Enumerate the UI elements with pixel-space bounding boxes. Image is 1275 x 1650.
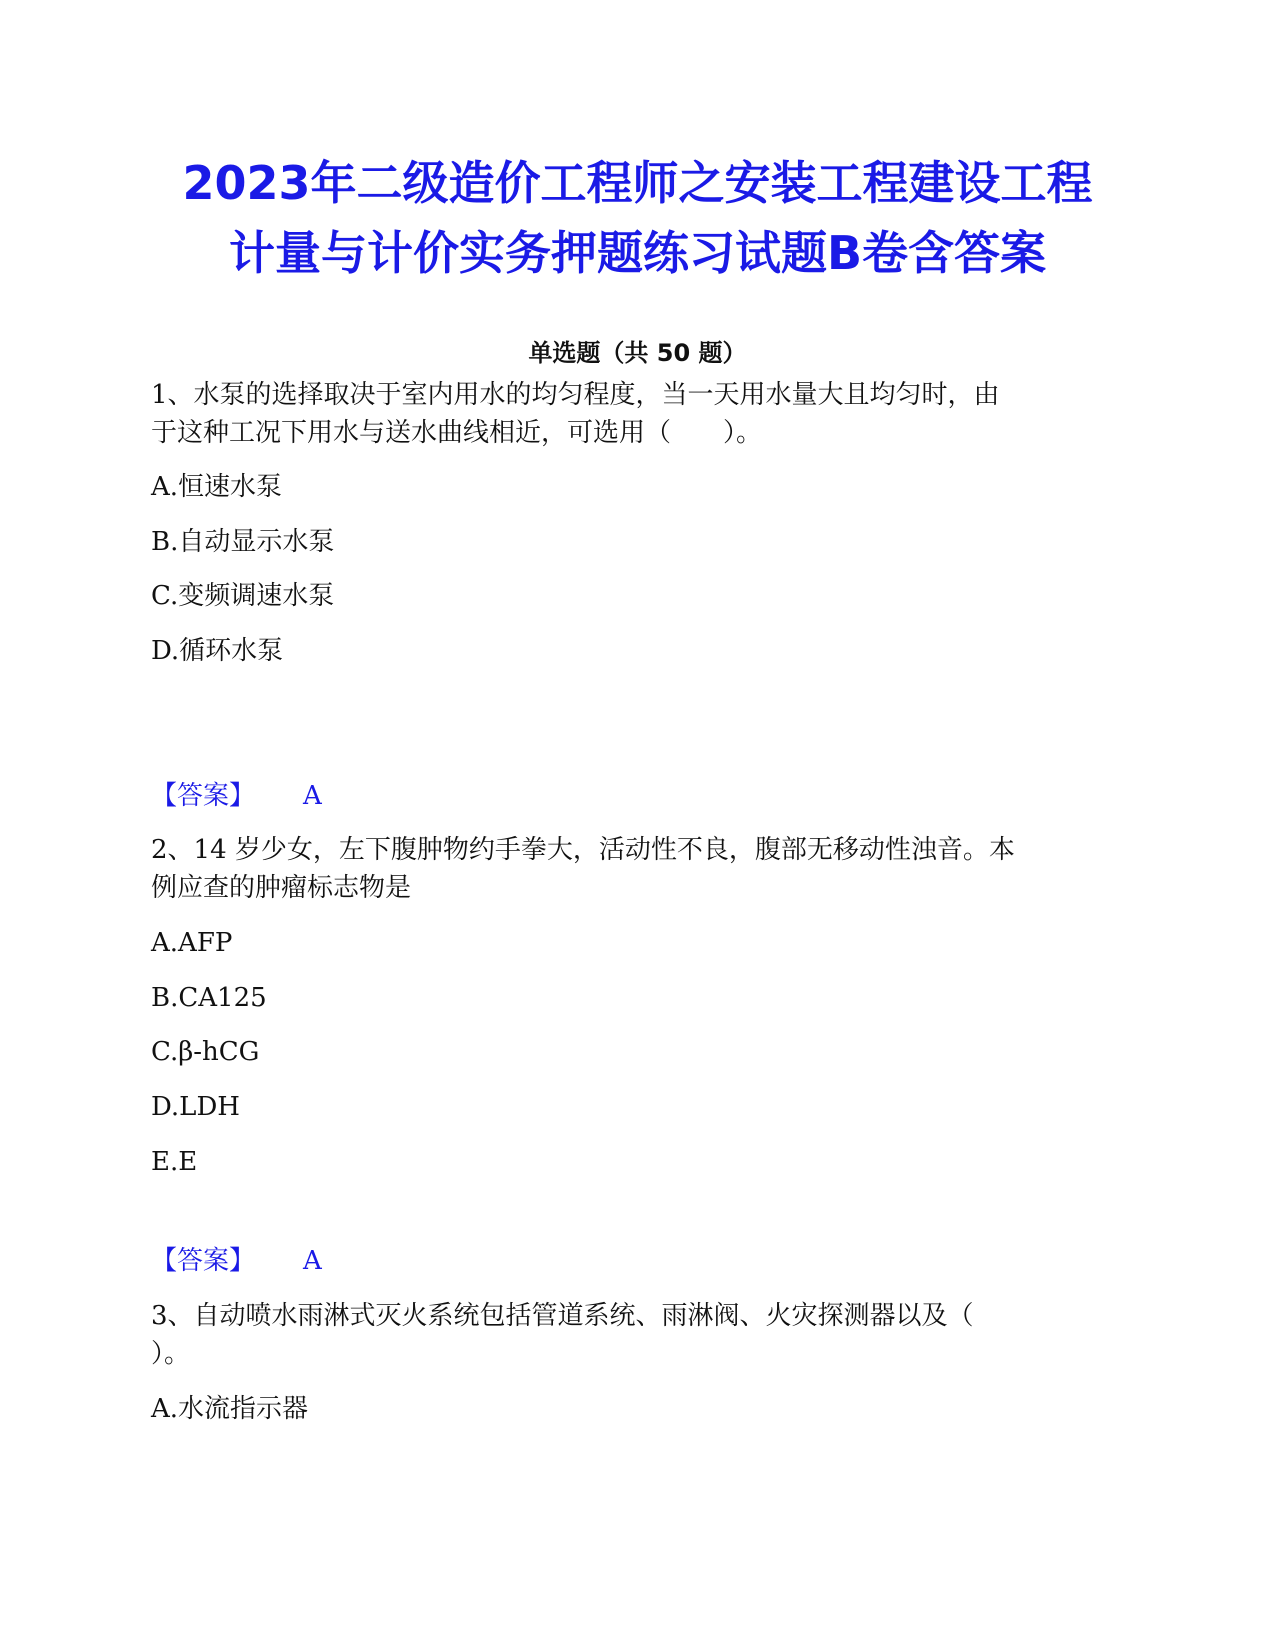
question-2-option-e: E.E <box>151 1147 198 1177</box>
question-1-option-d: D.循环水泵 <box>151 636 284 666</box>
question-1-option-c: C.变频调速水泵 <box>151 581 335 611</box>
question-2-stem-line-2: 例应查的肿瘤标志物是 <box>151 873 412 903</box>
question-2-option-b: B.CA125 <box>151 983 267 1013</box>
answer-value: A <box>303 1246 322 1276</box>
question-2-option-c: C.β-hCG <box>151 1037 260 1067</box>
question-2-option-d: D.LDH <box>151 1092 240 1122</box>
question-1-option-a: A.恒速水泵 <box>151 472 283 502</box>
section-title: 单选题（共 50 题） <box>528 339 747 367</box>
question-2-option-a: A.AFP <box>151 928 233 958</box>
answer-label: 【答案】 <box>151 781 256 811</box>
title-line-1: 2023年二级造价工程师之安装工程建设工程 <box>182 156 1093 210</box>
question-3-option-a: A.水流指示器 <box>151 1394 309 1424</box>
question-1-answer <box>151 776 322 816</box>
question-1-stem-line-2: 于这种工况下用水与送水曲线相近，可选用（ ）。 <box>151 418 763 448</box>
answer-value: A <box>303 781 322 811</box>
question-1-stem-line-1: 1、水泵的选择取决于室内用水的均匀程度，当一天用水量大且均匀时，由 <box>151 380 1000 410</box>
document-title <box>100 148 1175 288</box>
question-3-stem-line-2: ）。 <box>151 1339 191 1369</box>
question-2-answer <box>151 1241 322 1281</box>
question-3-stem-line-1: 3、自动喷水雨淋式灭火系统包括管道系统、雨淋阀、火灾探测器以及（ <box>151 1301 974 1331</box>
title-line-2: 计量与计价实务押题练习试题B卷含答案 <box>228 226 1047 280</box>
question-2-stem-line-1: 2、14 岁少女，左下腹肿物约手拳大，活动性不良，腹部无移动性浊音。本 <box>151 835 1015 865</box>
question-1-option-b: B.自动显示水泵 <box>151 527 335 557</box>
answer-label: 【答案】 <box>151 1246 256 1276</box>
